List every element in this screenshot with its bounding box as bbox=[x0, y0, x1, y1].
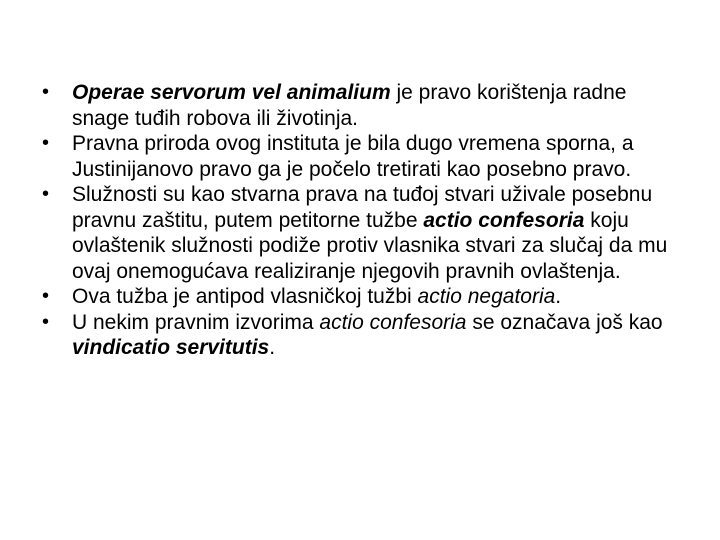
term-actio-confesoria-italic: actio confesoria bbox=[319, 310, 467, 334]
bullet-text: koju ovlaštenik služnosti podiže protiv vlasnika stvari za slučaj da mu ovaj onemogućava realiziranje njegovih pravnih ovlaštenja. bbox=[72, 208, 668, 283]
term-vindicatio-servitutis: vindicatio servitutis bbox=[72, 336, 270, 359]
bullet-text: je pravo korištenja radne snage tuđih robova ili životinja. bbox=[72, 81, 627, 130]
term-actio-negatoria: actio negatoria bbox=[417, 285, 556, 308]
bullet-item-operae bbox=[42, 80, 674, 131]
bullet-item-antipod bbox=[42, 284, 674, 310]
bullet-item-pravna-priroda bbox=[42, 131, 674, 182]
bullet-dot-icon: • bbox=[42, 285, 50, 307]
bullet-item-sluznosti bbox=[42, 182, 674, 284]
bullet-dot-icon: • bbox=[42, 183, 50, 205]
bullet-text: Ova tužba je antipod vlasničkoj tužbi bbox=[72, 285, 418, 308]
bullet-item-izvori bbox=[42, 310, 674, 361]
bullet-dot-icon: • bbox=[42, 132, 50, 154]
term-operae-servorum: Operae servorum vel animalium bbox=[72, 81, 391, 104]
bullet-text: U nekim pravnim izvorima bbox=[72, 310, 320, 334]
term-actio-confesoria: actio confesoria bbox=[423, 208, 585, 232]
bullet-text: . bbox=[269, 336, 276, 359]
bullet-list bbox=[42, 80, 674, 361]
bullet-text: se označava još kao bbox=[466, 310, 663, 334]
bullet-dot-icon: • bbox=[42, 81, 50, 103]
bullet-text: . bbox=[555, 285, 562, 308]
bullet-text: Služnosti su kao stvarna prava na tuđoj stvari uživale posebnu pravnu zaštitu, putem petitorne tužbe bbox=[72, 183, 653, 232]
bullet-text: Pravna priroda ovog instituta je bila dugo vremena sporna, a Justinijanovo pravo ga je počelo tretirati kao posebno pravo. bbox=[72, 132, 634, 181]
bullet-dot-icon: • bbox=[42, 310, 50, 333]
